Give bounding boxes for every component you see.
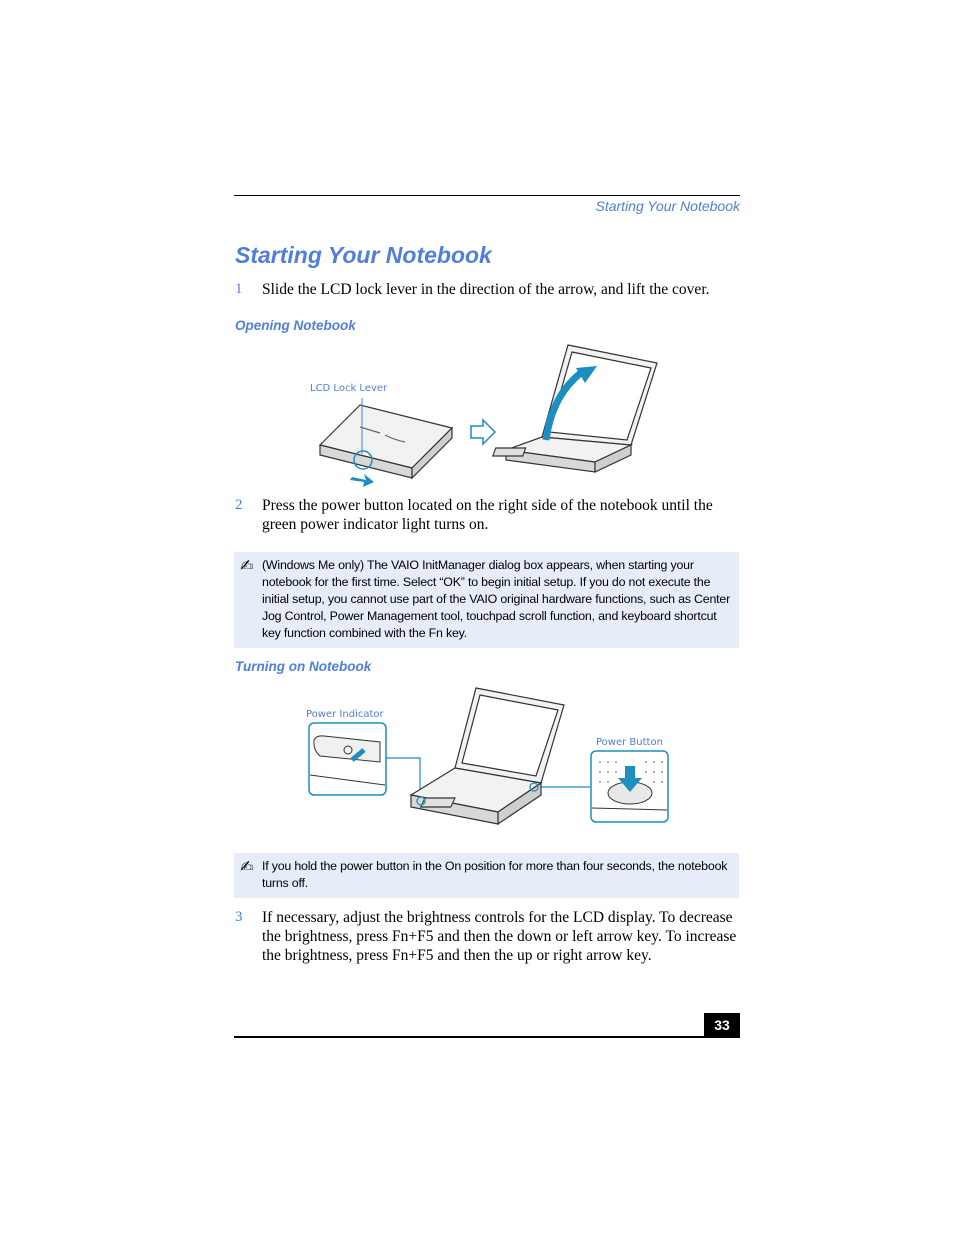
- figure-heading: Opening Notebook: [235, 318, 356, 333]
- lcd-lock-lever-label: LCD Lock Lever: [310, 383, 388, 394]
- header-rule: [234, 195, 740, 196]
- step-number: 1: [235, 281, 243, 297]
- open-notebook-image: [493, 345, 657, 472]
- note-box: [234, 552, 739, 648]
- note-text: If you hold the power button in the On position for more than four seconds, the notebook turns off.: [262, 859, 728, 890]
- footer-rule: [234, 1036, 740, 1038]
- step-number: 3: [235, 909, 243, 925]
- note-pencil-icon: ✍: [240, 857, 254, 876]
- figure-heading: Turning on Notebook: [235, 659, 372, 674]
- open-notebook-image: [411, 688, 564, 824]
- step-text: Slide the LCD lock lever in the direction of the arrow, and lift the cover.: [262, 281, 710, 298]
- step-number: 2: [235, 497, 243, 513]
- power-indicator-label: Power Indicator: [306, 709, 384, 720]
- right-arrow-icon: [471, 420, 495, 444]
- page-number: 33: [704, 1013, 740, 1037]
- step-text: If necessary, adjust the brightness controls for the LCD display. To decrease the brightness, press Fn+F5 and then the down or left arrow key. To increase the brightness, press Fn+F5 and then the up or right arrow key.: [262, 909, 737, 964]
- running-header: Starting Your Notebook: [595, 198, 740, 214]
- closed-notebook-image: [320, 405, 452, 478]
- note-box: [234, 853, 739, 898]
- step-text: Press the power button located on the right side of the notebook until the green power indicator light turns on.: [262, 497, 713, 533]
- note-pencil-icon: ✍: [240, 556, 254, 575]
- power-button-label: Power Button: [596, 737, 663, 748]
- page-title: Starting Your Notebook: [235, 242, 492, 268]
- turning-on-illustration: [300, 680, 680, 840]
- note-text: (Windows Me only) The VAIO InitManager dialog box appears, when starting your notebook for the first time. Select “OK” to begin initial setup. If you do not execute the initial setup, you cannot use part of the VAIO original hardware functions, such as Center Jog Control, Power Management tool, touchpad scroll function, and keyboard shortcut key function combined with the Fn key.: [262, 558, 731, 640]
- opening-notebook-illustration: [300, 340, 670, 490]
